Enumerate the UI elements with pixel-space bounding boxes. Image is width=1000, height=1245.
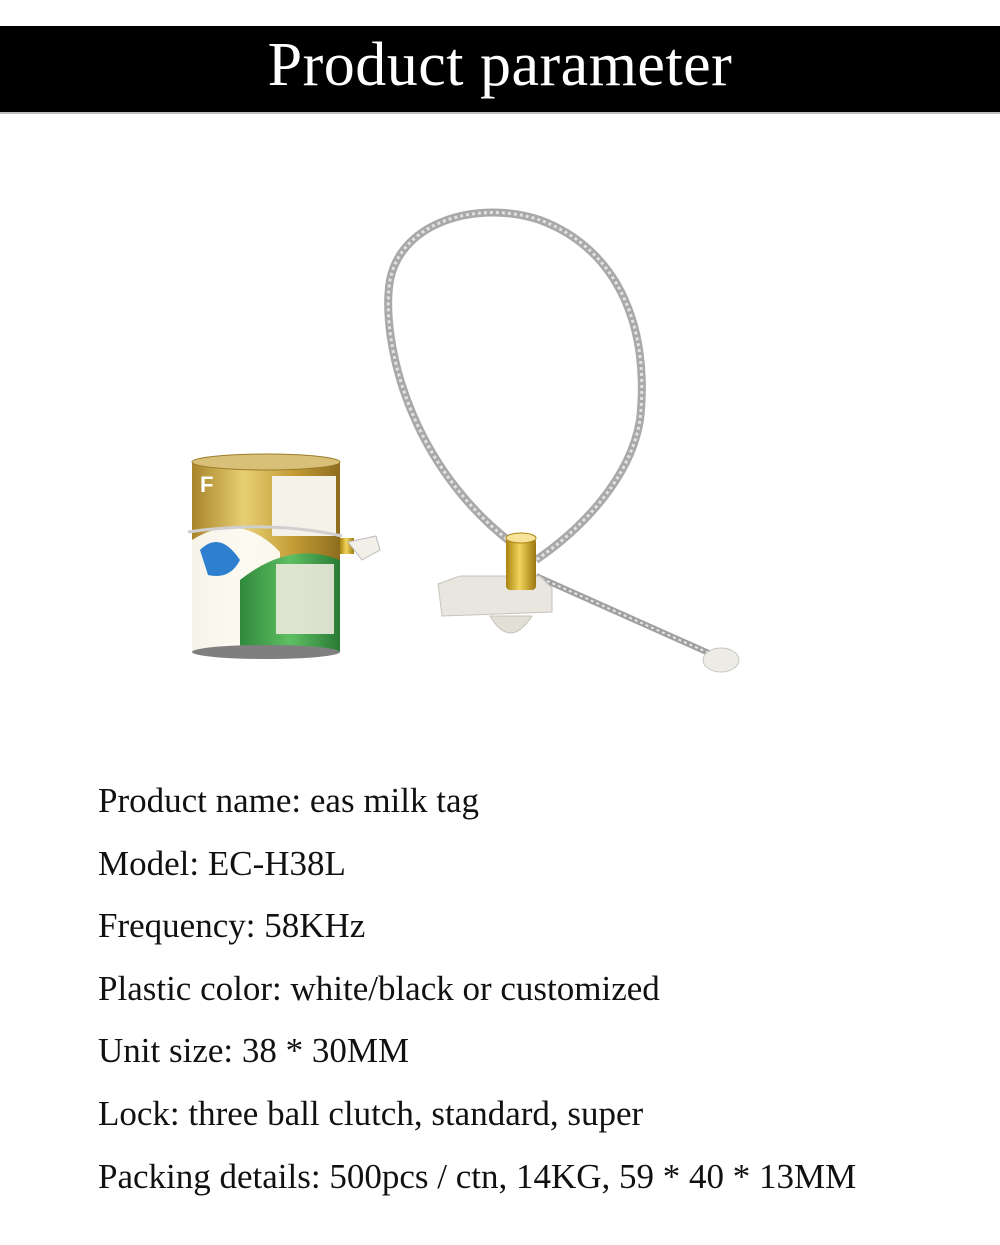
milk-can-icon — [188, 454, 380, 659]
spec-product-name: Product name: eas milk tag — [98, 781, 480, 820]
spec-model: Model: EC-H38L — [98, 843, 346, 883]
spec-unit-size: Unit size: 38 * 30MM — [98, 1031, 410, 1071]
page-title: Product parameter — [267, 30, 733, 99]
spec-lock: Lock: three ball clutch, standard, super — [98, 1093, 644, 1133]
svg-text:F: F — [200, 472, 214, 497]
security-cable-tag-icon — [388, 213, 739, 673]
product-image — [180, 180, 780, 700]
spec-plastic-color: Plastic color: white/black or customized — [98, 968, 660, 1008]
spec-list — [98, 778, 978, 1216]
spec-packing-details: Packing details: 500pcs / ctn, 14KG, 59 * 40 * 13MM — [98, 1156, 857, 1196]
header-bar — [0, 26, 1000, 114]
spec-frequency: Frequency: 58KHz — [98, 906, 366, 946]
